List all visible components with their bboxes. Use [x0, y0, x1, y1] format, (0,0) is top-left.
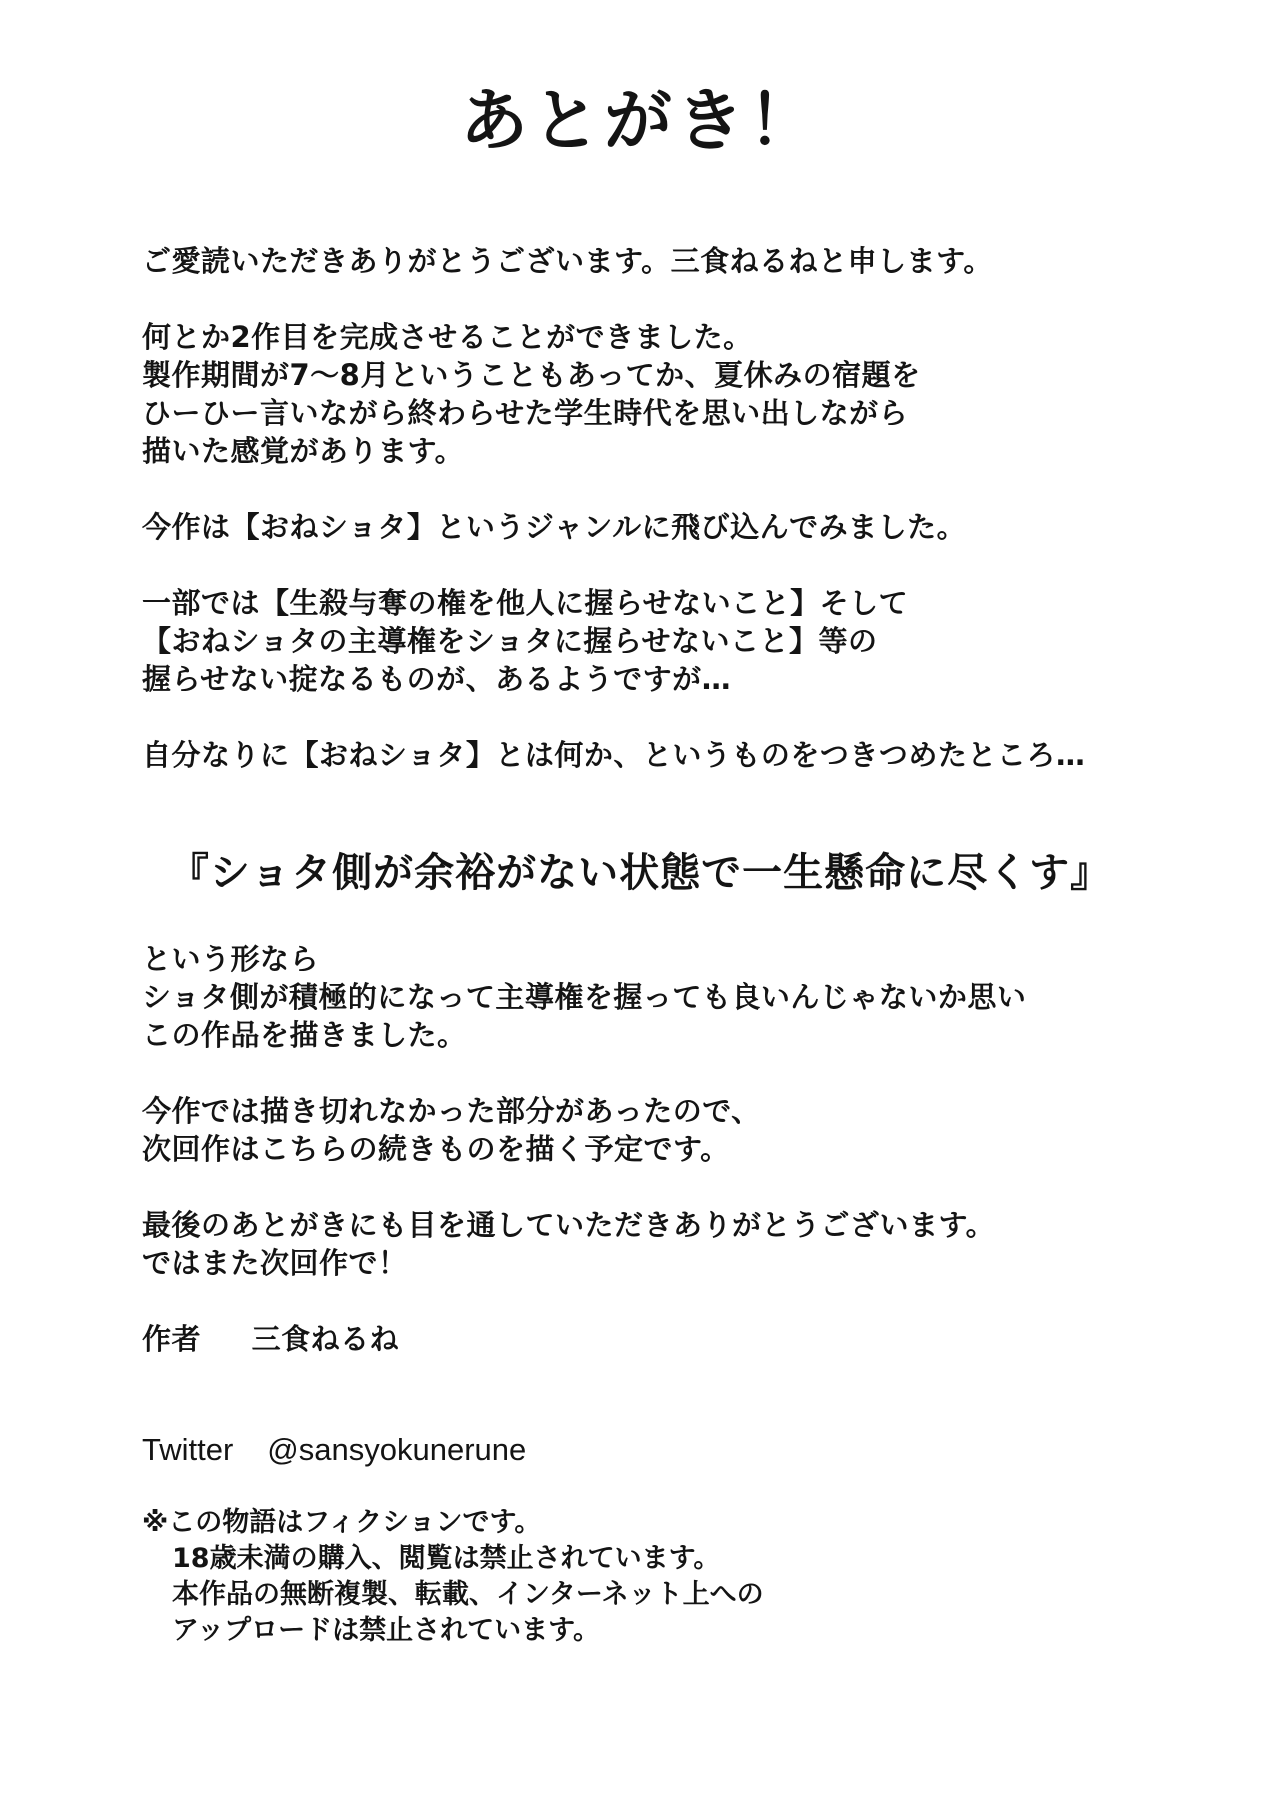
rules-line: 一部では【生殺与奪の権を他人に握らせないこと】そして	[142, 586, 909, 620]
intro-paragraph	[142, 242, 1222, 280]
legal-notice	[142, 1505, 764, 1649]
conclusion-line: という形なら	[142, 942, 320, 976]
conclusion-line: ショタ側が積極的になって主導権を握っても良いんじゃないか思い	[142, 980, 1027, 1014]
completion-paragraph	[142, 318, 1222, 470]
author-credit	[142, 1320, 1222, 1358]
notice-line: アップロードは禁止されています。	[172, 1615, 600, 1646]
completion-line: 描いた感覚があります。	[142, 434, 465, 468]
genre-line: 今作は【おねショタ】というジャンルに飛び込んでみました。	[142, 510, 967, 544]
conclusion-line: この作品を描きました。	[142, 1018, 467, 1052]
reflection-line: 自分なりに【おねショタ】とは何か、というものをつきつめたところ…	[142, 738, 1086, 772]
genre-paragraph	[142, 508, 1222, 546]
notice-line: 18歳未満の購入、閲覧は禁止されています。	[172, 1543, 721, 1574]
afterword-lower-block	[142, 940, 1222, 1396]
completion-line: 何とか2作目を完成させることができました。	[142, 320, 753, 354]
reflection-paragraph	[142, 736, 1222, 774]
afterword-upper-block	[142, 242, 1222, 812]
page-title: あとがき！	[459, 82, 820, 161]
thanks-line: 最後のあとがきにも目を通していただきありがとうございます。	[142, 1208, 996, 1242]
rules-paragraph	[142, 584, 1222, 698]
rules-line: 【おねショタの主導権をショタに握らせないこと】等の	[142, 624, 878, 658]
emphasis-statement: 『ショタ側が余裕がない状態で一生懸命に尽くす』	[168, 850, 1112, 896]
twitter-handle: @sansyokunerune	[267, 1432, 527, 1467]
notice-line: ※この物語はフィクションです。	[142, 1507, 542, 1538]
completion-line: ひーひー言いながら終わらせた学生時代を思い出しながら	[142, 396, 909, 430]
next-work-line: 次回作はこちらの続きものを描く予定です。	[142, 1132, 730, 1166]
notice-line: 本作品の無断複製、転載、インターネット上への	[172, 1579, 764, 1610]
next-work-line: 今作では描き切れなかった部分があったので、	[142, 1094, 761, 1128]
author-name: 三食ねるね	[251, 1322, 400, 1356]
intro-line: ご愛読いただきありがとうございます。三食ねるねと申します。	[142, 244, 993, 278]
author-label: 作者	[142, 1322, 202, 1356]
thanks-paragraph	[142, 1206, 1222, 1282]
rules-line: 握らせない掟なるものが、あるようですが…	[142, 662, 732, 696]
conclusion-paragraph	[142, 940, 1222, 1054]
next-work-paragraph	[142, 1092, 1222, 1168]
thanks-line: ではまた次回作で！	[142, 1246, 408, 1280]
twitter-label: Twitter	[142, 1432, 234, 1467]
completion-line: 製作期間が7～8月ということもあってか、夏休みの宿題を	[142, 358, 921, 392]
twitter-credit	[142, 1431, 526, 1469]
